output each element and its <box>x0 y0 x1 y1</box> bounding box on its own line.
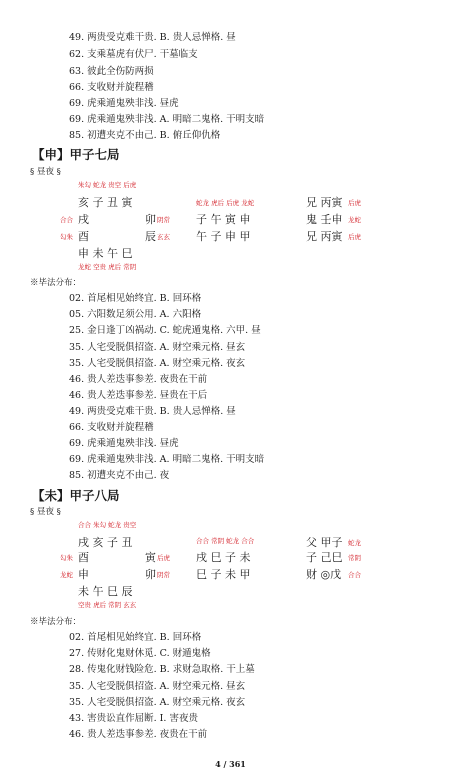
rule-line: 46. 贵人差迭事参差. 昼贵在干后 <box>69 390 208 401</box>
plate-left-general: 勾朱 <box>60 233 73 241</box>
rule-line: 69. 虎乘遁鬼殃非浅. A. 明暗二鬼格. 干明支暗 <box>69 114 265 125</box>
rule-line: 62. 支乘墓虎有伏尸. 干墓临支 <box>69 49 198 60</box>
rule-line: 66. 支收财并旋程稽 <box>69 82 154 93</box>
plate-left-general: 勾朱 <box>60 554 73 562</box>
rule-line: 35. 人宅受脱俱招盗. A. 财空乘元格. 昼玄 <box>69 342 246 353</box>
section-title: 【申】甲子七局 <box>32 147 120 162</box>
rule-line: 66. 支收财并旋程稽 <box>69 422 154 433</box>
plate-right-general: 阴常 <box>157 216 170 224</box>
transmission-general: 常阴 <box>348 554 361 562</box>
mode-label: § 昼夜 § <box>30 507 61 517</box>
lessons-generals: 合合 常阴 蛇龙 合合 <box>196 537 255 545</box>
plate-right-general: 阴常 <box>157 571 170 579</box>
rule-line: 43. 害贵讼直作屈断. Ⅰ. 害夜贵 <box>69 713 198 724</box>
plate-left-general: 合合 <box>60 216 73 224</box>
plate-left-branch: 酉 <box>78 230 89 243</box>
transmission-last: 兄 丙寅 <box>306 230 343 243</box>
plate-bottom-generals: 龙蛇 空贵 虎后 常阴 <box>78 263 137 271</box>
plate-bottom-generals: 空贵 虎后 常阴 玄玄 <box>78 601 137 609</box>
transmission-general: 合合 <box>348 571 361 579</box>
transmission-first: 兄 丙寅 <box>306 196 343 209</box>
lessons-lower: 巳 子 未 甲 <box>196 568 251 581</box>
rule-line: 27. 传财化鬼财休觅. C. 财遁鬼格 <box>69 648 211 659</box>
plate-right-general: 玄玄 <box>157 233 170 241</box>
transmission-general: 后虎 <box>348 199 361 207</box>
rule-line: 85. 初遭夹克不由己. B. 俯丘仰仇格 <box>69 130 221 141</box>
rules-label: ※毕法分布： <box>30 278 82 288</box>
page-number: 4 / 361 <box>215 759 246 769</box>
transmission-middle: 鬼 壬申 <box>306 213 343 226</box>
plate-left-branch: 酉 <box>78 551 89 564</box>
rule-line: 02. 首尾相见始终宜. B. 回环格 <box>69 632 202 643</box>
section-title: 【未】甲子八局 <box>32 488 120 503</box>
rule-line: 35. 人宅受脱俱招盗. A. 财空乘元格. 夜玄 <box>69 697 246 708</box>
plate-left-general: 龙蛇 <box>60 571 73 579</box>
rule-line: 69. 虎乘遁鬼殃非浅. 昼虎 <box>69 438 179 449</box>
rule-line: 46. 贵人差迭事参差. 夜贵在干前 <box>69 729 208 740</box>
lessons-generals: 蛇龙 虎后 后虎 龙蛇 <box>196 199 255 207</box>
rule-line: 35. 人宅受脱俱招盗. A. 财空乘元格. 昼玄 <box>69 681 246 692</box>
plate-top-branches: 亥 子 丑 寅 <box>78 196 133 209</box>
plate-bottom-branches: 未 午 巳 辰 <box>78 585 133 598</box>
plate-right-branch: 辰 <box>145 230 156 243</box>
plate-top-generals: 朱勾 蛇龙 贵空 后虎 <box>78 181 137 189</box>
plate-top-generals: 合合 朱勾 蛇龙 贵空 <box>78 521 137 529</box>
rule-line: 69. 虎乘遁鬼殃非浅. A. 明暗二鬼格. 干明支暗 <box>69 454 265 465</box>
plate-top-branches: 戌 亥 子 丑 <box>78 536 133 549</box>
transmission-general: 蛇龙 <box>348 539 361 547</box>
rule-line: 63. 彼此全伤防两损 <box>69 66 154 77</box>
rule-line: 02. 首尾相见始终宜. B. 回环格 <box>69 293 202 304</box>
rule-line: 85. 初遭夹克不由己. 夜 <box>69 470 170 481</box>
rule-line: 25. 金日逢丁凶祸动. C. 蛇虎遁鬼格. 六甲. 昼 <box>69 325 261 336</box>
rule-line: 49. 两贵受克难干贵. B. 贵人忌惮格. 昼 <box>69 32 236 43</box>
plate-right-branch: 卯 <box>145 568 156 581</box>
transmission-last: 财 ◎戊 <box>306 568 342 581</box>
plate-right-branch: 寅 <box>145 551 156 564</box>
transmission-general: 龙蛇 <box>348 216 361 224</box>
rule-line: 28. 传鬼化财钱险危. B. 求财急取格. 干上墓 <box>69 664 255 675</box>
rules-label: ※毕法分布： <box>30 617 82 627</box>
plate-right-general: 后虎 <box>157 554 170 562</box>
rule-line: 05. 六阳数足须公用. A. 六阳格 <box>69 309 202 320</box>
lessons-lower: 午 子 申 甲 <box>196 230 251 243</box>
rule-line: 49. 两贵受克难干贵. B. 贵人忌惮格. 昼 <box>69 406 236 417</box>
lessons-upper: 子 午 寅 申 <box>196 213 251 226</box>
plate-bottom-branches: 申 未 午 巳 <box>78 247 133 260</box>
rule-line: 69. 虎乘遁鬼殃非浅. 昼虎 <box>69 98 179 109</box>
plate-right-branch: 卯 <box>145 213 156 226</box>
plate-left-branch: 申 <box>78 568 89 581</box>
rule-line: 46. 贵人差迭事参差. 夜贵在干前 <box>69 374 208 385</box>
transmission-middle: 子 己巳 <box>306 551 343 564</box>
plate-left-branch: 戌 <box>78 213 89 226</box>
lessons-upper: 戌 巳 子 未 <box>196 551 251 564</box>
transmission-general: 后虎 <box>348 233 361 241</box>
mode-label: § 昼夜 § <box>30 167 61 177</box>
transmission-first: 父 甲子 <box>306 536 343 549</box>
rule-line: 35. 人宅受脱俱招盗. A. 财空乘元格. 夜玄 <box>69 358 246 369</box>
